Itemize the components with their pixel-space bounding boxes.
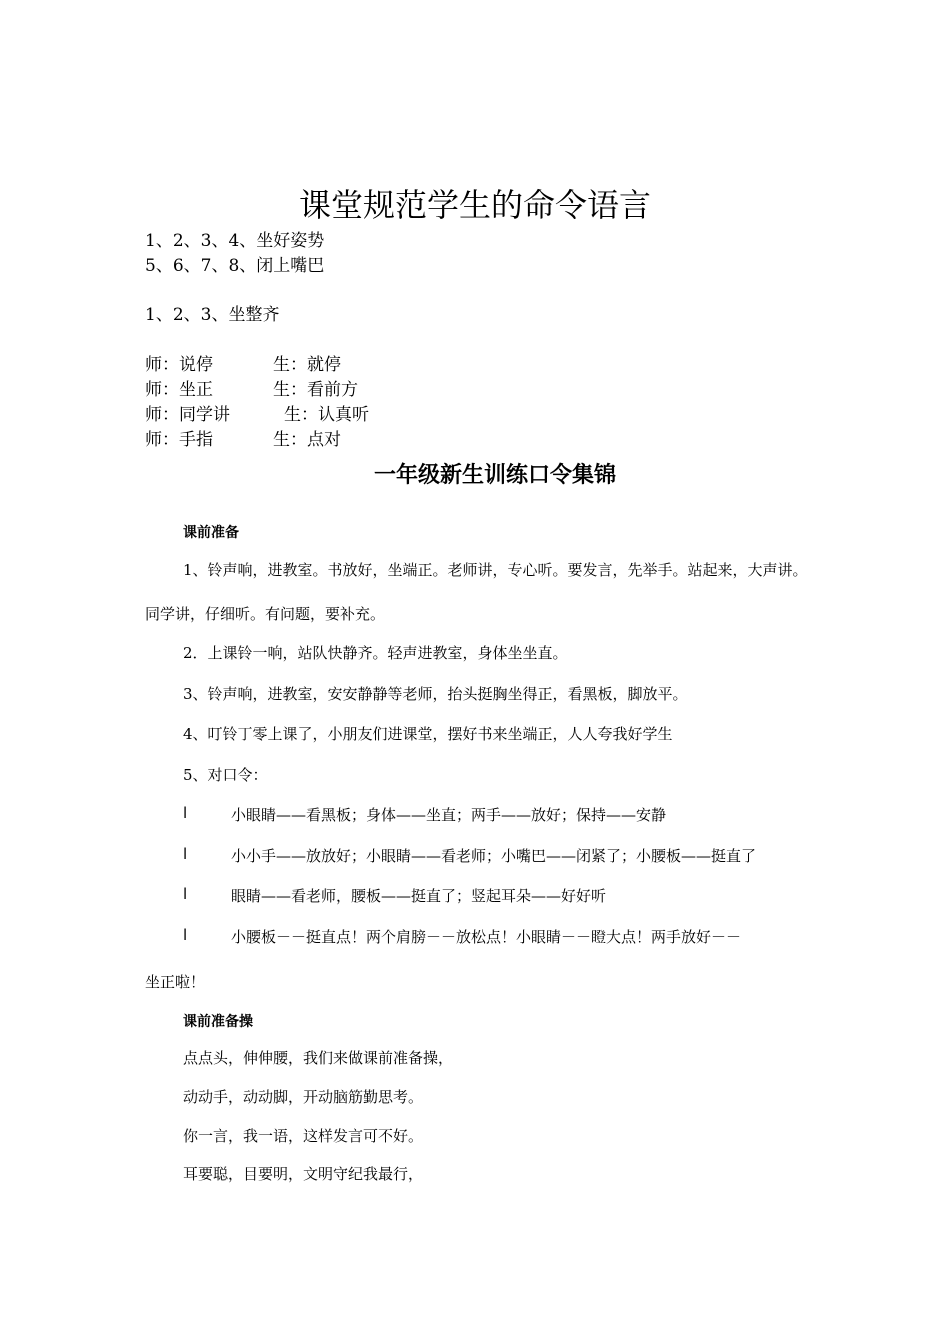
dialogue-row: [145, 425, 341, 450]
bullet-marker: l: [183, 804, 188, 822]
student-line: 生：认真听: [284, 405, 369, 425]
bullet-item: 小小手——放放好；小眼睛——看老师；小嘴巴——闭紧了；小腰板——挺直了: [231, 847, 757, 865]
teacher-line: 师：说停: [145, 355, 213, 375]
bullet-marker: l: [183, 845, 188, 863]
chant-line-1: 1、2、3、4、坐好姿势: [145, 231, 325, 251]
chant-line-2: 5、6、7、8、闭上嘴巴: [145, 256, 325, 276]
student-line: 生：点对: [273, 430, 341, 450]
page-title: 课堂规范学生的命令语言: [298, 186, 651, 224]
dialogue-row: [145, 350, 341, 375]
verse-line: 动动手，动动脚，开动脑筋勤思考。: [183, 1088, 424, 1106]
section-heading: 课前准备: [183, 525, 239, 541]
paragraph: 4、叮铃丁零上课了，小朋友们进课堂，摆好书来坐端正，人人夸我好学生: [183, 725, 673, 743]
paragraph: 5、对口令：: [183, 766, 268, 784]
dialogue-row: [145, 400, 369, 425]
section-heading: 课前准备操: [183, 1014, 253, 1030]
dialogue-row: [145, 375, 358, 400]
section-title: 一年级新生训练口令集锦: [373, 463, 616, 488]
paragraph: 1、铃声响，进教室。书放好，坐端正。老师讲，专心听。要发言，先举手。站起来，大声讲。: [183, 561, 808, 579]
paragraph: 3、铃声响，进教室，安安静静等老师，抬头挺胸坐得正，看黑板，脚放平。: [183, 685, 688, 703]
paragraph: 2．上课铃一响，站队快静齐。轻声进教室，身体坐坐直。: [183, 644, 568, 662]
bullet-item: 小眼睛——看黑板；身体——坐直；两手——放好；保持——安静: [231, 806, 667, 824]
bullet-marker: l: [183, 885, 188, 903]
verse-line: 你一言，我一语，这样发言可不好。: [183, 1127, 424, 1145]
teacher-line: 师：坐正: [145, 380, 213, 400]
bullet-continuation: 坐正啦！: [145, 973, 206, 991]
student-line: 生：看前方: [273, 380, 358, 400]
verse-line: 耳要聪，目要明，文明守纪我最行，: [183, 1165, 424, 1183]
verse-line: 点点头，伸伸腰，我们来做课前准备操，: [183, 1049, 454, 1067]
chant-line-3: 1、2、3、坐整齐: [145, 305, 280, 325]
bullet-marker: l: [183, 926, 188, 944]
bullet-item: 眼睛——看老师，腰板——挺直了；竖起耳朵——好好听: [231, 887, 607, 905]
student-line: 生：就停: [273, 355, 341, 375]
teacher-line: 师：手指: [145, 430, 213, 450]
teacher-line: 师：同学讲: [145, 405, 230, 425]
bullet-item: 小腰板－－挺直点！两个肩膀－－放松点！小眼睛－－瞪大点！两手放好－－: [231, 928, 742, 946]
paragraph-continuation: 同学讲，仔细听。有问题，要补充。: [145, 605, 386, 623]
